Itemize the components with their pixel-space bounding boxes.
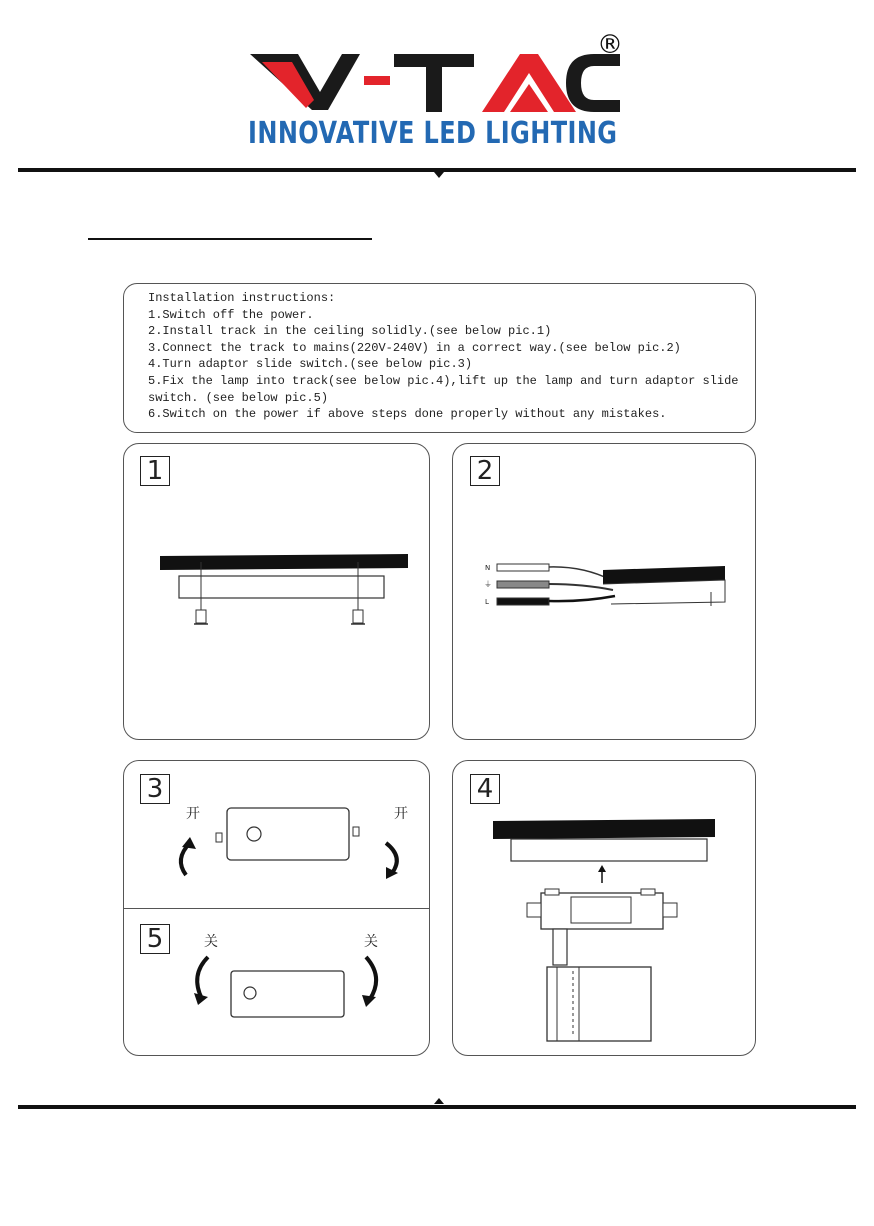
step-number: 3	[140, 774, 170, 804]
instruction-step-continued: switch. (see below pic.5)	[148, 390, 329, 405]
rotate-arrow-icon	[194, 957, 208, 1005]
instruction-step: 4.Turn adaptor slide switch.(see below pic.3)	[148, 357, 473, 372]
step-number: 2	[470, 456, 500, 486]
instruction-step: 2.Install track in the ceiling solidly.(see below pic.1)	[148, 324, 552, 339]
panel-4-fix-lamp	[452, 760, 756, 1056]
earth-icon: ⏚	[484, 580, 492, 589]
instruction-step: 1.Switch off the power.	[148, 307, 314, 322]
instruction-step: 3.Connect the track to mains(220V-240V) in a correct way.(see below pic.2)	[148, 340, 681, 355]
step-number: 5	[140, 924, 170, 954]
switch-off-label-left: 关	[204, 934, 218, 950]
arrow-up-icon	[598, 865, 606, 883]
panel-2-wiring	[452, 443, 756, 740]
brand-tagline: INNOVATIVE LED LIGHTING	[248, 116, 618, 151]
vtac-logo-mark	[248, 40, 628, 115]
section-title-underline	[88, 238, 372, 240]
adaptor-switch-off-illustration	[124, 761, 431, 1057]
instruction-step: 6.Switch on the power if above steps done properly without any mistakes.	[148, 407, 667, 422]
instruction-step: 5.Fix the lamp into track(see below pic.4),lift up the lamp and turn adaptor slide	[148, 373, 739, 388]
footer-rule	[18, 1105, 856, 1109]
switch-on-label-right: 开	[394, 806, 408, 822]
switch-on-label-left: 开	[186, 806, 200, 822]
registered-mark: ®	[597, 30, 623, 60]
track-ceiling-illustration	[124, 444, 431, 741]
screw-anchor-icon	[351, 610, 365, 624]
panel-1-install-track	[123, 443, 430, 740]
wire-label-neutral: N	[485, 564, 491, 572]
brand-name	[248, 40, 249, 41]
footer-rule-notch	[434, 1098, 444, 1104]
instructions-heading: Installation instructions:	[148, 291, 336, 305]
step-number: 1	[140, 456, 170, 486]
panel-3-5-switch	[123, 760, 430, 1056]
installation-instructions-box	[123, 283, 756, 433]
brand-logo	[248, 40, 628, 115]
rotate-arrow-icon	[362, 957, 376, 1007]
switch-off-label-right: 关	[364, 934, 378, 950]
header-rule-notch	[434, 172, 444, 178]
wire-label-live: L	[485, 598, 489, 606]
lamp-track-illustration	[453, 761, 757, 1057]
screw-anchor-icon	[194, 610, 208, 624]
wiring-illustration	[453, 444, 757, 741]
step-number: 4	[470, 774, 500, 804]
